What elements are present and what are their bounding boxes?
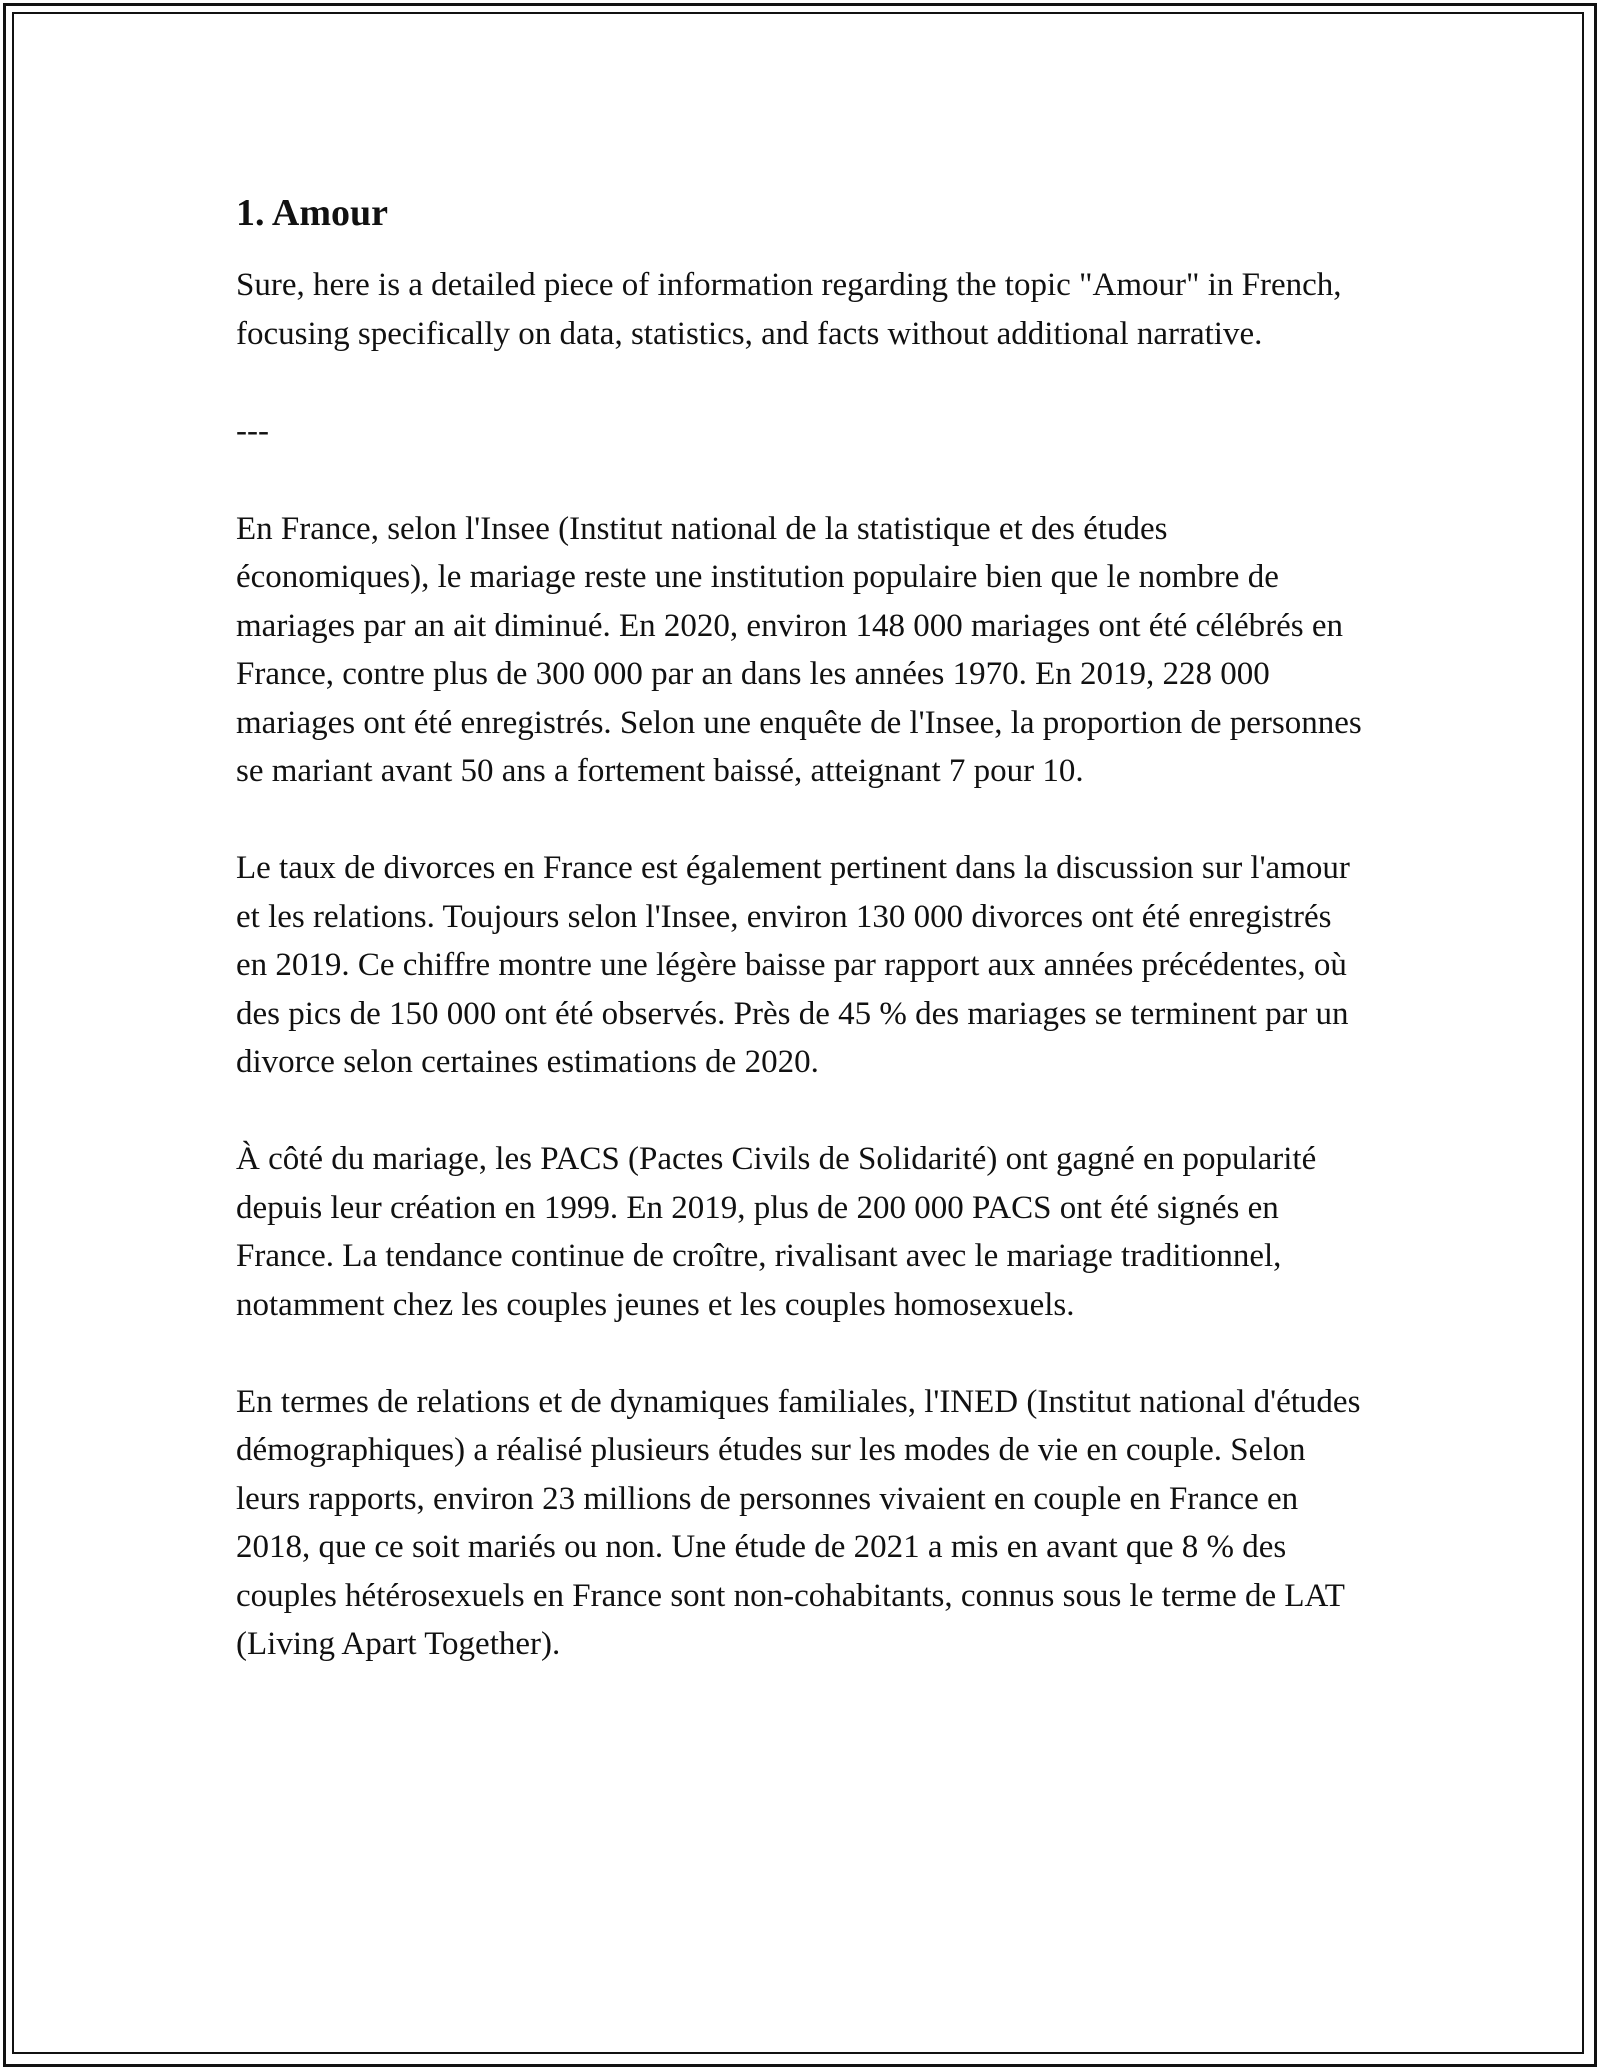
- section-heading: 1. Amour: [236, 192, 388, 234]
- paragraph-pacs: À côté du mariage, les PACS (Pactes Civils de Solidarité) ont gagné en popularité depuis leur création en 1999. En 2019, plus de 200 000 PACS ont été signés en France. La tendance continue de croître, rivalisant avec le mariage traditionnel, notamment chez les couples jeunes et les couples homosexuels.: [236, 1141, 1317, 1323]
- paragraph-couples: En termes de relations et de dynamiques familiales, l'INED (Institut national d'études démographiques) a réalisé plusieurs études sur les modes de vie en couple. Selon leurs rapports, environ 23 millions de personnes vivaient en couple en France en 2018, que ce soit mariés ou non. Une étude de 2021 a mis en avant que 8 % des couples hétérosexuels en France sont non-cohabitants, connus sous le terme de LAT (Living Apart Together).: [236, 1383, 1361, 1662]
- separator: ---: [236, 413, 269, 449]
- paragraph-marriage: En France, selon l'Insee (Institut national de la statistique et des études économiques), le mariage reste une institution populaire bien que le nombre de mariages par an ait diminué. En 2020, environ 148 000 mariages ont été célébrés en France, contre plus de 300 000 par an dans les années 1970. En 2019, 228 000 mariages ont été enregistrés. Selon une enquête de l'Insee, la proportion de personnes se mariant avant 50 ans a fortement baissé, atteignant 7 pour 10.: [236, 510, 1362, 789]
- paragraph-divorce: Le taux de divorces en France est également pertinent dans la discussion sur l'amour et les relations. Toujours selon l'Insee, environ 130 000 divorces ont été enregistrés en 2019. Ce chiffre montre une légère baisse par rapport aux années précédentes, où des pics de 150 000 ont été observés. Près de 45 % des mariages se terminent par un divorce selon certaines estimations de 2020.: [236, 850, 1350, 1080]
- intro-paragraph: Sure, here is a detailed piece of information regarding the topic "Amour" in French, focusing specifically on data, statistics, and facts without additional narrative.: [236, 267, 1342, 352]
- document-body: [236, 185, 1366, 1669]
